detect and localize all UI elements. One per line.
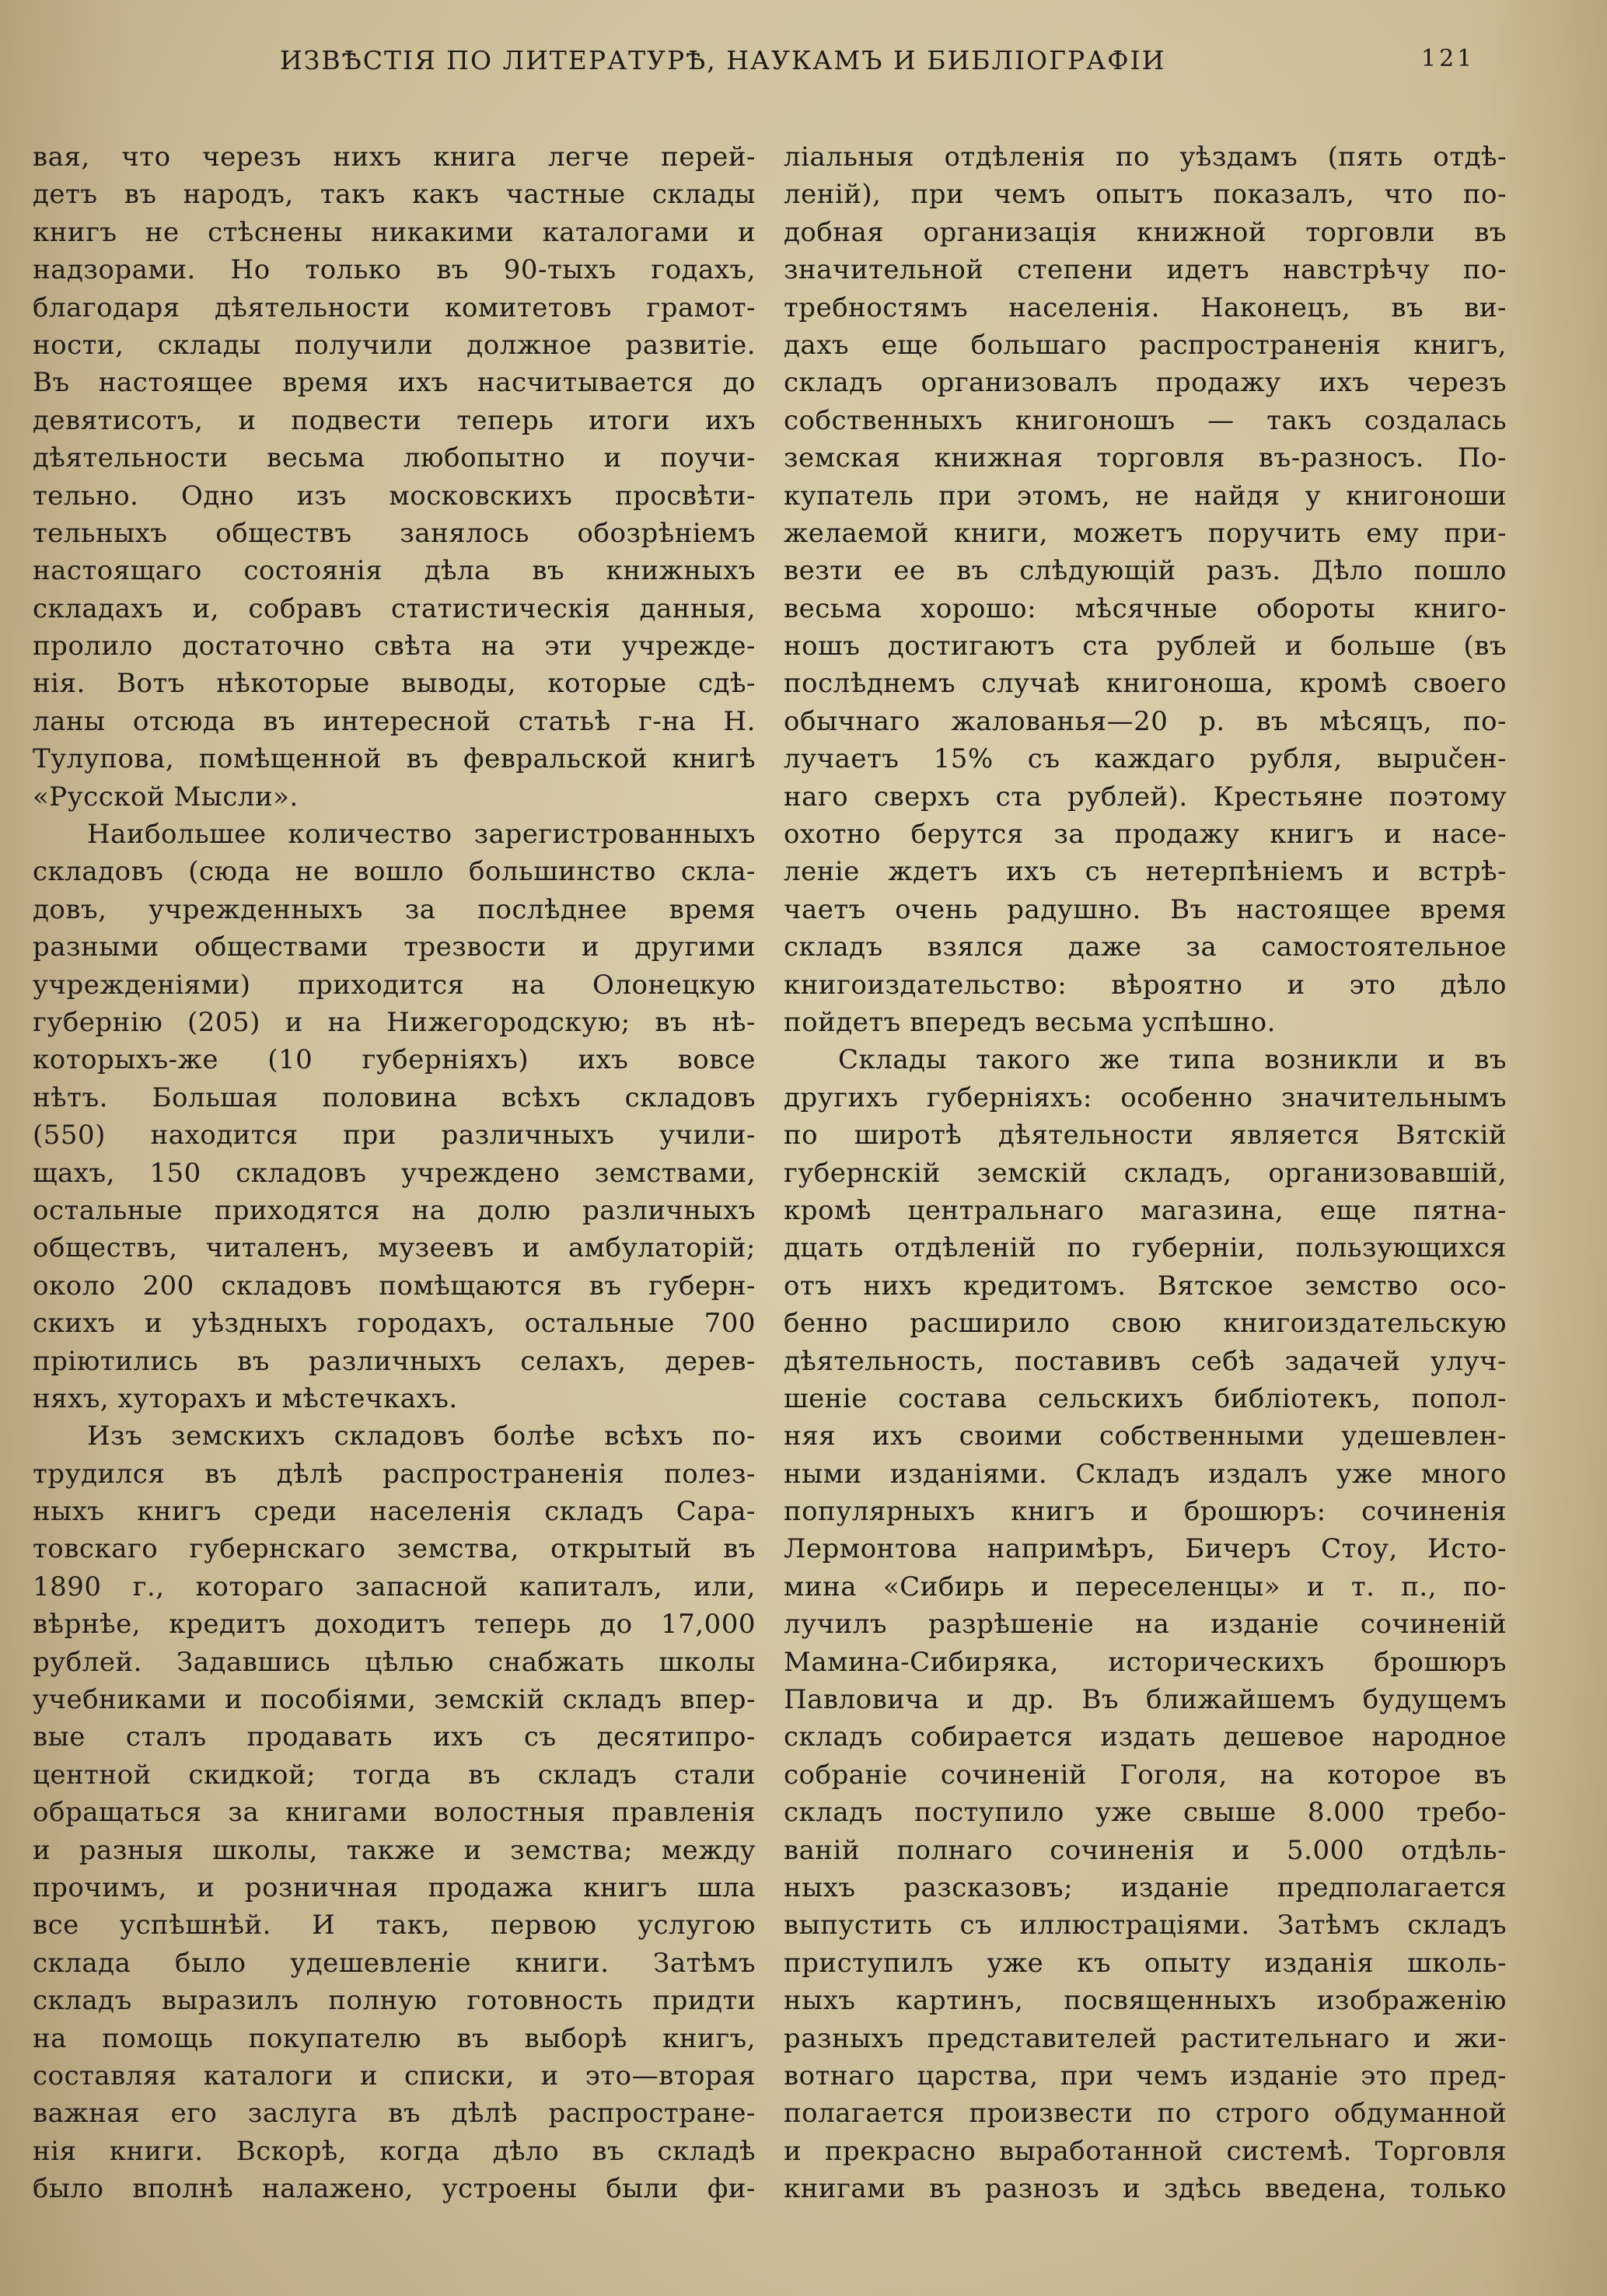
text-line: собраніе сочиненій Гоголя, на которое въ	[784, 1759, 1507, 1791]
text-line: наго сверхъ ста рублей). Крестьяне поэтому	[784, 781, 1507, 813]
text-line: нія. Вотъ нѣкоторые выводы, которые сдѣ-	[33, 668, 756, 700]
text-line: везти ее въ слѣдующій разъ. Дѣло пошло	[784, 555, 1507, 587]
text-line: ваній полнаго сочиненія и 5.000 отдѣль-	[784, 1834, 1507, 1866]
text-line: склада было удешевленіе книги. Затѣмъ	[33, 1947, 756, 1979]
text-line: складъ выразилъ полную готовность придти	[33, 1985, 756, 2017]
text-line: 1890 г., котораго запасной капиталъ, или,	[33, 1571, 756, 1602]
text-line: нѣтъ. Большая половина всѣхъ складовъ	[33, 1082, 756, 1113]
text-line: Въ настоящее время ихъ насчитывается до	[33, 367, 756, 399]
text-line: требностямъ населенія. Наконецъ, въ ви-	[784, 292, 1507, 323]
text-line: все успѣшнѣй. И такъ, первою услугою	[33, 1910, 756, 1941]
text-line: книгоиздательство: вѣроятно и это дѣло	[784, 969, 1507, 1001]
text-line: обращаться за книгами волостныя правленія	[33, 1797, 756, 1829]
text-line: важная его заслуга въ дѣлѣ распростране-	[33, 2098, 756, 2130]
text-line: довъ, учрежденныхъ за послѣднее время	[33, 893, 756, 925]
text-line: пойдетъ впередъ весьма успѣшно.	[784, 1006, 1276, 1038]
text-line: было вполнѣ налажено, устроены были фи-	[33, 2173, 756, 2205]
text-line: леній), при чемъ опытъ показалъ, что по-	[784, 179, 1507, 211]
text-line: отъ нихъ кредитомъ. Вятское земство осо-	[784, 1270, 1507, 1302]
text-line: весьма хорошо: мѣсячные обороты книго-	[784, 592, 1507, 624]
text-line: Наибольшее количество зарегистрованныхъ	[87, 819, 756, 851]
text-line: собственныхъ книгоношъ — такъ создалась	[784, 404, 1507, 436]
text-line: рублей. Задавшись цѣлью снабжать школы	[33, 1646, 756, 1678]
page-number: 121	[1421, 45, 1476, 72]
text-line: прочимъ, и розничная продажа книгъ шла	[33, 1871, 756, 1903]
text-line: обычнаго жалованья—20 р. въ мѣсяцъ, по-	[784, 705, 1507, 737]
text-line: купатель при этомъ, не найдя у книгоноши	[784, 480, 1507, 512]
text-line: разныхъ представителей растительнаго и жи-	[784, 2022, 1507, 2054]
text-line: благодаря дѣятельности комитетовъ грамот-	[33, 292, 756, 323]
text-line: чаетъ очень радушно. Въ настоящее время	[784, 893, 1507, 925]
text-line: которыхъ-же (10 губерніяхъ) ихъ вовсе	[33, 1044, 756, 1076]
text-line: ланы отсюда въ интересной статьѣ г-на Н.	[33, 705, 756, 737]
text-line: дцать отдѣленій по губерніи, пользующихся	[784, 1232, 1507, 1264]
text-line: значительной степени идетъ навстрѣчу по-	[784, 254, 1507, 286]
text-line: товскаго губернскаго земства, открытый въ	[33, 1533, 756, 1565]
text-line: мина «Сибирь и переселенцы» и т. п., по-	[784, 1571, 1507, 1602]
text-line: центной скидкой; тогда въ складъ стали	[33, 1759, 756, 1791]
text-line: учрежденіями) приходится на Олонецкую	[33, 969, 756, 1001]
text-line: шеніе состава сельскихъ библіотекъ, попол-	[784, 1382, 1507, 1414]
text-line: вая, что черезъ нихъ книга легче перей-	[33, 142, 756, 173]
text-line: складъ поступило уже свыше 8.000 требо-	[784, 1797, 1507, 1829]
text-line: (550) находится при различныхъ учили-	[33, 1120, 756, 1151]
left-text-column	[33, 138, 756, 2207]
text-line: на помощь покупателю въ выборѣ книгъ,	[33, 2022, 756, 2054]
right-text-column	[784, 138, 1507, 2207]
text-line: кромѣ центральнаго магазина, еще пятна-	[784, 1194, 1507, 1226]
text-line: ношъ достигаютъ ста рублей и больше (въ	[784, 631, 1507, 662]
text-line: леніе ждетъ ихъ съ нетерпѣніемъ и встрѣ-	[784, 856, 1507, 888]
text-line: книгъ не стѣснены никакими каталогами и	[33, 216, 756, 248]
text-line: Тулупова, помѣщенной въ февральской книгѣ	[33, 743, 756, 775]
text-line: дѣятельность, поставивъ себѣ задачей улуч-	[784, 1345, 1507, 1377]
text-line: книгами въ разнозъ и здѣсь введена, только	[784, 2173, 1507, 2205]
text-line: няхъ, хуторахъ и мѣстечкахъ.	[33, 1382, 458, 1414]
text-line: трудился въ дѣлѣ распространенія полез-	[33, 1458, 756, 1490]
text-line: учебниками и пособіями, земскій складъ впер-	[33, 1684, 756, 1716]
text-line: дахъ еще большаго распространенія книгъ,	[784, 329, 1507, 361]
text-line: дѣятельности весьма любопытно и поучи-	[33, 442, 756, 474]
text-line: лучилъ разрѣшеніе на изданіе сочиненій	[784, 1609, 1507, 1641]
text-line: Лермонтова напримѣръ, Бичеръ Стоу, Исто-	[784, 1533, 1507, 1565]
text-line: складъ организовалъ продажу ихъ черезъ	[784, 367, 1507, 399]
text-line: Павловича и др. Въ ближайшемъ будущемъ	[784, 1684, 1507, 1716]
text-line: щахъ, 150 складовъ учреждено земствами,	[33, 1157, 756, 1189]
text-line: складъ взялся даже за самостоятельное	[784, 931, 1507, 963]
text-line: около 200 складовъ помѣщаются въ губерн-	[33, 1270, 756, 1302]
text-line: тельно. Одно изъ московскихъ просвѣти-	[33, 480, 756, 512]
text-line: надзорами. Но только въ 90-тыхъ годахъ,	[33, 254, 756, 286]
text-line: земская книжная торговля въ-разносъ. По-	[784, 442, 1507, 474]
text-line: обществъ, читаленъ, музеевъ и амбулаторій;	[33, 1232, 756, 1264]
text-line: няя ихъ своими собственными удешевлен-	[784, 1421, 1507, 1452]
text-line: остальные приходятся на долю различныхъ	[33, 1194, 756, 1226]
text-line: лучаетъ 15% съ каждаго рубля, вырučен-	[784, 743, 1507, 775]
text-line: желаемой книги, можетъ поручить ему при-	[784, 517, 1507, 549]
text-line: послѣднемъ случаѣ книгоноша, кромѣ своего	[784, 668, 1507, 700]
text-line: губернскій земскій складъ, организовавшій,	[784, 1157, 1507, 1189]
text-line: складовъ (сюда не вошло большинство скла-	[33, 856, 756, 888]
text-line: выпустить съ иллюстраціями. Затѣмъ складъ	[784, 1910, 1507, 1941]
text-line: популярныхъ книгъ и брошюръ: сочиненія	[784, 1496, 1507, 1528]
header-title: ИЗВѢСТІЯ ПО ЛИТЕРАТУРѢ, НАУКАМЪ И БИБЛІОГРАФІИ	[280, 45, 1166, 75]
text-line: складъ собирается издать дешевое народное	[784, 1721, 1507, 1753]
text-line: Изъ земскихъ складовъ болѣе всѣхъ по-	[87, 1421, 756, 1452]
text-line: ныхъ книгъ среди населенія складъ Сара-	[33, 1496, 756, 1528]
running-header	[0, 45, 1607, 84]
text-line: ныхъ картинъ, посвященныхъ изображенію	[784, 1985, 1507, 2017]
text-line: ности, склады получили должное развитіе.	[33, 329, 756, 361]
text-line: приступилъ уже къ опыту изданія школь-	[784, 1947, 1507, 1979]
text-line: нія книги. Вскорѣ, когда дѣло въ складѣ	[33, 2135, 756, 2167]
text-line: и разныя школы, также и земства; между	[33, 1834, 756, 1866]
text-line: ліальныя отдѣленія по уѣздамъ (пять отдѣ-	[784, 142, 1507, 173]
text-line: пролило достаточно свѣта на эти учрежде-	[33, 631, 756, 662]
text-line: вотнаго царства, при чемъ изданіе это пред-	[784, 2060, 1507, 2092]
text-line: тельныхъ обществъ занялось обозрѣніемъ	[33, 517, 756, 549]
text-line: скихъ и уѣздныхъ городахъ, остальные 700	[33, 1308, 756, 1340]
text-line: Склады такого же типа возникли и въ	[838, 1044, 1507, 1076]
text-line: ными изданіями. Складъ издалъ уже много	[784, 1458, 1507, 1490]
text-line: другихъ губерніяхъ: особенно значительнымъ	[784, 1082, 1507, 1113]
text-line: составляя каталоги и списки, и это—вторая	[33, 2060, 756, 2092]
text-line: и прекрасно выработанной системѣ. Торговля	[784, 2135, 1507, 2167]
text-line: охотно берутся за продажу книгъ и насе-	[784, 819, 1507, 851]
text-line: по широтѣ дѣятельности является Вятскій	[784, 1120, 1507, 1151]
text-line: ныхъ разсказовъ; изданіе предполагается	[784, 1871, 1507, 1903]
text-line: складахъ и, собравъ статистическія данныя,	[33, 592, 756, 624]
text-line: полагается произвести по строго обдуманной	[784, 2098, 1507, 2130]
text-line: вые сталъ продавать ихъ съ десятипро-	[33, 1721, 756, 1753]
text-line: бенно расширило свою книгоиздательскую	[784, 1308, 1507, 1340]
text-line: настоящаго состоянія дѣла въ книжныхъ	[33, 555, 756, 587]
text-line: пріютились въ различныхъ селахъ, дерев-	[33, 1345, 756, 1377]
text-line: детъ въ народъ, такъ какъ частные склады	[33, 179, 756, 211]
text-line: девятисотъ, и подвести теперь итоги ихъ	[33, 404, 756, 436]
text-line: Мамина-Сибиряка, историческихъ брошюръ	[784, 1646, 1507, 1678]
text-line: губернію (205) и на Нижегородскую; въ нѣ-	[33, 1006, 756, 1038]
text-line: «Русской Мысли».	[33, 781, 299, 813]
text-line: добная организація книжной торговли въ	[784, 216, 1507, 248]
text-line: вѣрнѣе, кредитъ доходитъ теперь до 17,000	[33, 1609, 756, 1641]
text-line: разными обществами трезвости и другими	[33, 931, 756, 963]
